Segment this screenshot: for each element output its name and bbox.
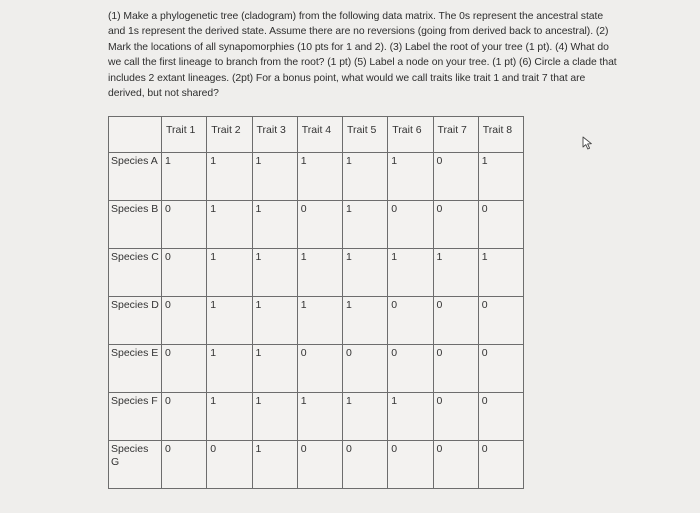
species-label: Species A [109,153,162,201]
species-label: Species D [109,297,162,345]
trait-value-cell: 0 [433,393,478,441]
trait-value-cell: 1 [252,201,297,249]
trait-value-cell: 0 [388,297,433,345]
trait-value-cell: 0 [297,441,342,489]
species-label: Species F [109,393,162,441]
trait-value-cell: 0 [343,345,388,393]
trait-value-cell: 1 [297,249,342,297]
table-row [109,249,524,297]
trait-value-cell: 1 [252,249,297,297]
trait-value-cell: 0 [207,441,252,489]
species-label: Species B [109,201,162,249]
trait-value-cell: 1 [343,297,388,345]
header-trait-5: Trait 5 [343,117,388,153]
corner-cell [109,117,162,153]
table-row [109,297,524,345]
trait-value-cell: 1 [478,249,523,297]
trait-value-cell: 0 [162,249,207,297]
trait-value-cell: 1 [207,201,252,249]
trait-value-cell: 1 [252,345,297,393]
trait-value-cell: 0 [478,393,523,441]
trait-value-cell: 0 [433,345,478,393]
header-trait-6: Trait 6 [388,117,433,153]
trait-value-cell: 0 [297,201,342,249]
trait-value-cell: 0 [162,393,207,441]
trait-value-cell: 1 [252,393,297,441]
trait-value-cell: 1 [343,201,388,249]
trait-value-cell: 1 [207,297,252,345]
trait-value-cell: 0 [162,441,207,489]
trait-value-cell: 0 [478,297,523,345]
header-trait-3: Trait 3 [252,117,297,153]
header-trait-4: Trait 4 [297,117,342,153]
species-label: Species G [109,441,162,489]
trait-value-cell: 0 [433,201,478,249]
trait-value-cell: 1 [388,153,433,201]
trait-value-cell: 1 [252,297,297,345]
header-trait-2: Trait 2 [207,117,252,153]
mouse-pointer-icon [582,136,594,150]
trait-value-cell: 0 [343,441,388,489]
trait-value-cell: 0 [433,153,478,201]
trait-value-cell: 1 [433,249,478,297]
trait-value-cell: 0 [478,345,523,393]
header-row [109,117,524,153]
data-matrix-table [108,116,524,489]
table-row [109,393,524,441]
trait-value-cell: 1 [343,249,388,297]
trait-value-cell: 1 [388,249,433,297]
trait-value-cell: 1 [343,393,388,441]
trait-value-cell: 0 [478,201,523,249]
header-trait-7: Trait 7 [433,117,478,153]
table-row [109,201,524,249]
trait-value-cell: 1 [297,297,342,345]
trait-value-cell: 1 [207,153,252,201]
trait-value-cell: 1 [207,249,252,297]
trait-value-cell: 1 [388,393,433,441]
header-trait-1: Trait 1 [162,117,207,153]
trait-value-cell: 1 [252,441,297,489]
trait-value-cell: 0 [162,201,207,249]
trait-value-cell: 0 [388,441,433,489]
trait-value-cell: 1 [162,153,207,201]
trait-value-cell: 1 [478,153,523,201]
trait-value-cell: 0 [162,297,207,345]
trait-value-cell: 0 [297,345,342,393]
trait-value-cell: 0 [433,441,478,489]
table-row [109,441,524,489]
trait-value-cell: 1 [297,153,342,201]
trait-value-cell: 0 [162,345,207,393]
trait-value-cell: 1 [207,345,252,393]
trait-value-cell: 1 [207,393,252,441]
table-row [109,153,524,201]
species-label: Species C [109,249,162,297]
trait-value-cell: 0 [478,441,523,489]
trait-value-cell: 1 [252,153,297,201]
table-row [109,345,524,393]
trait-value-cell: 1 [343,153,388,201]
species-label: Species E [109,345,162,393]
trait-value-cell: 0 [433,297,478,345]
trait-value-cell: 1 [297,393,342,441]
trait-value-cell: 0 [388,201,433,249]
instructions-text: (1) Make a phylogenetic tree (cladogram) from the following data matrix. The 0s represent the ancestral state and 1s represent the derived state. Assume there are no reversions (going from derived back to ancestral). (2) Mark the locations of all synapomorphies (10 pts for 1 and 2). (3) Label the root of your tree (1 pt). (4) What do we call the first lineage to branch from the root? (1 pt) (5) Label a node on your tree. (1 pt) (6) Circle a clade that includes 2 extant lineages. (2pt) For a bonus point, what would we call traits like trait 1 and trait 7 that are derived, but not shared? [108,11,617,100]
header-trait-8: Trait 8 [478,117,523,153]
trait-value-cell: 0 [388,345,433,393]
